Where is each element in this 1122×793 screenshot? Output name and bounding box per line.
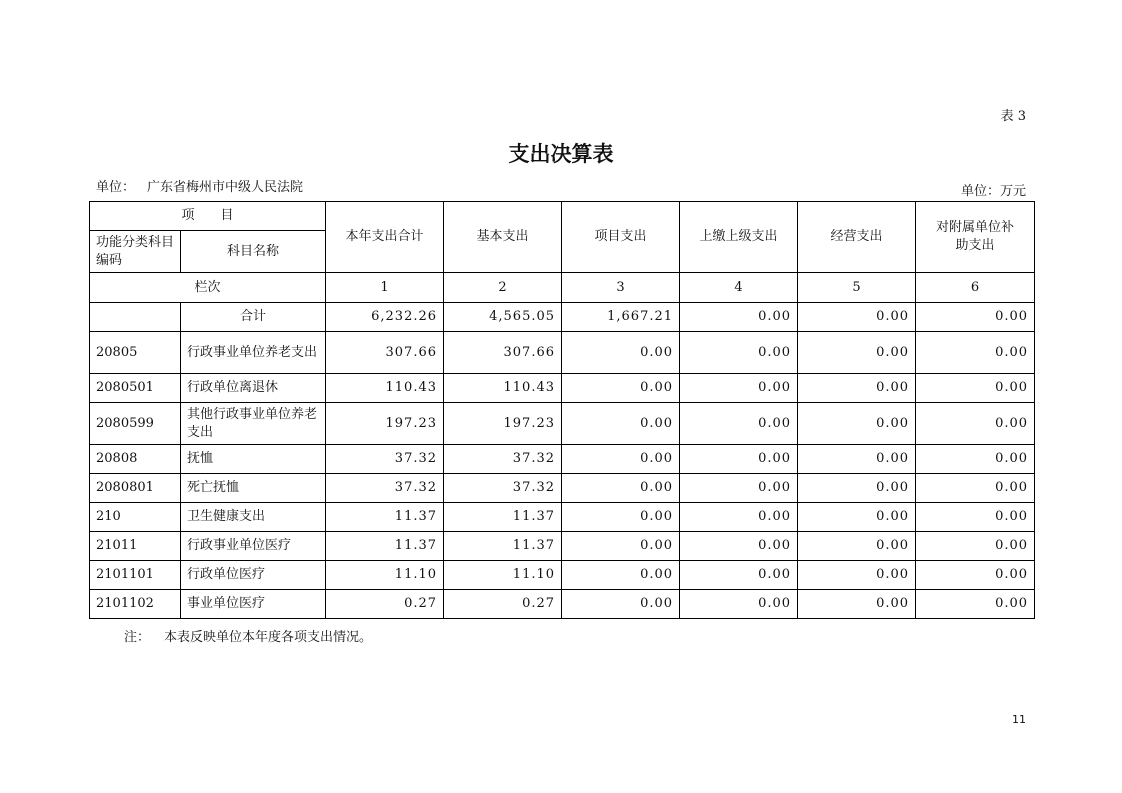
amount-cell: 0.00	[916, 374, 1035, 403]
amount-cell: 0.00	[562, 445, 680, 474]
table-number-label: 表 3	[1000, 109, 1026, 124]
table-row	[90, 474, 1035, 503]
column-header: 项目支出	[562, 202, 680, 273]
table-row	[90, 590, 1035, 619]
subject-name: 行政事业单位医疗	[181, 532, 326, 561]
column-index: 1	[326, 273, 444, 303]
total-value: 1,667.21	[562, 303, 680, 332]
amount-cell: 0.00	[916, 503, 1035, 532]
expense-table	[89, 201, 1035, 619]
column-index: 3	[562, 273, 680, 303]
amount-cell: 11.37	[444, 532, 562, 561]
subject-code: 2080599	[90, 403, 181, 445]
page-number: 11	[1012, 713, 1026, 726]
amount-cell: 11.10	[326, 561, 444, 590]
total-value: 6,232.26	[326, 303, 444, 332]
table-row	[90, 374, 1035, 403]
subject-name: 事业单位医疗	[181, 590, 326, 619]
subject-code: 20805	[90, 332, 181, 374]
amount-cell: 0.00	[680, 374, 798, 403]
subject-name: 抚恤	[181, 445, 326, 474]
subject-name: 行政单位离退休	[181, 374, 326, 403]
amount-cell: 37.32	[326, 474, 444, 503]
amount-cell: 0.00	[680, 332, 798, 374]
subject-code: 2101102	[90, 590, 181, 619]
column-header: 对附属单位补助支出	[916, 202, 1035, 273]
amount-cell: 0.00	[562, 503, 680, 532]
amount-cell: 0.00	[680, 590, 798, 619]
amount-cell: 307.66	[326, 332, 444, 374]
amount-cell: 0.00	[562, 532, 680, 561]
amount-cell: 0.00	[916, 532, 1035, 561]
total-value: 0.00	[916, 303, 1035, 332]
subject-name: 行政单位医疗	[181, 561, 326, 590]
table-row	[90, 561, 1035, 590]
amount-cell: 0.00	[562, 474, 680, 503]
amount-cell: 0.00	[916, 474, 1035, 503]
subject-code: 2080501	[90, 374, 181, 403]
total-label: 合计	[181, 303, 326, 332]
organization-line	[96, 176, 303, 195]
organization-name: 广东省梅州市中级人民法院	[147, 180, 304, 195]
amount-cell: 0.00	[562, 403, 680, 445]
amount-cell: 0.00	[798, 503, 916, 532]
table-row	[90, 403, 1035, 445]
amount-cell: 307.66	[444, 332, 562, 374]
footnote-label: 注：	[124, 630, 151, 645]
amount-cell: 0.00	[680, 532, 798, 561]
amount-cell: 110.43	[444, 374, 562, 403]
amount-cell: 11.10	[444, 561, 562, 590]
amount-cell: 0.00	[798, 403, 916, 445]
amount-cell: 0.00	[798, 474, 916, 503]
amount-cell: 11.37	[444, 503, 562, 532]
column-index: 4	[680, 273, 798, 303]
amount-cell: 0.27	[326, 590, 444, 619]
code-header: 功能分类科目编码	[90, 231, 181, 273]
amount-cell: 0.00	[798, 532, 916, 561]
column-header: 本年支出合计	[326, 202, 444, 273]
amount-cell: 11.37	[326, 503, 444, 532]
amount-cell: 0.00	[798, 561, 916, 590]
subject-name: 其他行政事业单位养老支出	[181, 403, 326, 445]
amount-cell: 0.00	[680, 561, 798, 590]
amount-cell: 37.32	[326, 445, 444, 474]
amount-cell: 197.23	[326, 403, 444, 445]
subject-code: 2101101	[90, 561, 181, 590]
item-header: 项 目	[90, 202, 326, 231]
table-row	[90, 532, 1035, 561]
footnote	[124, 626, 372, 645]
amount-cell: 0.00	[916, 561, 1035, 590]
subject-code: 210	[90, 503, 181, 532]
table-row	[90, 332, 1035, 374]
subject-name: 死亡抚恤	[181, 474, 326, 503]
amount-cell: 0.00	[798, 332, 916, 374]
header-row	[90, 202, 1035, 231]
amount-cell: 0.27	[444, 590, 562, 619]
column-index-label: 栏次	[90, 273, 326, 303]
amount-cell: 0.00	[680, 503, 798, 532]
amount-cell: 37.32	[444, 445, 562, 474]
amount-cell: 0.00	[798, 590, 916, 619]
column-index: 6	[916, 273, 1035, 303]
total-value: 4,565.05	[444, 303, 562, 332]
subject-code: 2080801	[90, 474, 181, 503]
name-header: 科目名称	[181, 231, 326, 273]
amount-cell: 0.00	[916, 332, 1035, 374]
amount-cell: 110.43	[326, 374, 444, 403]
footnote-text: 本表反映单位本年度各项支出情况。	[164, 630, 373, 645]
total-value: 0.00	[798, 303, 916, 332]
subject-name: 行政事业单位养老支出	[181, 332, 326, 374]
amount-cell: 0.00	[916, 403, 1035, 445]
subject-name: 卫生健康支出	[181, 503, 326, 532]
amount-cell: 0.00	[680, 445, 798, 474]
amount-cell: 0.00	[562, 374, 680, 403]
amount-cell: 11.37	[326, 532, 444, 561]
amount-cell: 0.00	[916, 445, 1035, 474]
page-title: 支出决算表	[508, 142, 614, 166]
amount-cell: 37.32	[444, 474, 562, 503]
column-header: 上缴上级支出	[680, 202, 798, 273]
subject-code: 20808	[90, 445, 181, 474]
column-index: 5	[798, 273, 916, 303]
amount-cell: 0.00	[798, 445, 916, 474]
subject-code: 21011	[90, 532, 181, 561]
unit-label: 单位：	[96, 180, 136, 195]
amount-cell: 0.00	[680, 474, 798, 503]
amount-cell: 0.00	[680, 403, 798, 445]
column-index: 2	[444, 273, 562, 303]
amount-cell: 0.00	[916, 590, 1035, 619]
column-index-row	[90, 273, 1035, 303]
amount-cell: 0.00	[562, 590, 680, 619]
table-row	[90, 503, 1035, 532]
currency-unit: 单位：万元	[960, 184, 1026, 199]
total-row	[90, 303, 1035, 332]
amount-cell: 0.00	[562, 332, 680, 374]
table-row	[90, 445, 1035, 474]
column-header: 基本支出	[444, 202, 562, 273]
column-header: 经营支出	[798, 202, 916, 273]
amount-cell: 0.00	[562, 561, 680, 590]
total-value: 0.00	[680, 303, 798, 332]
amount-cell: 197.23	[444, 403, 562, 445]
total-code-cell	[90, 303, 181, 332]
amount-cell: 0.00	[798, 374, 916, 403]
